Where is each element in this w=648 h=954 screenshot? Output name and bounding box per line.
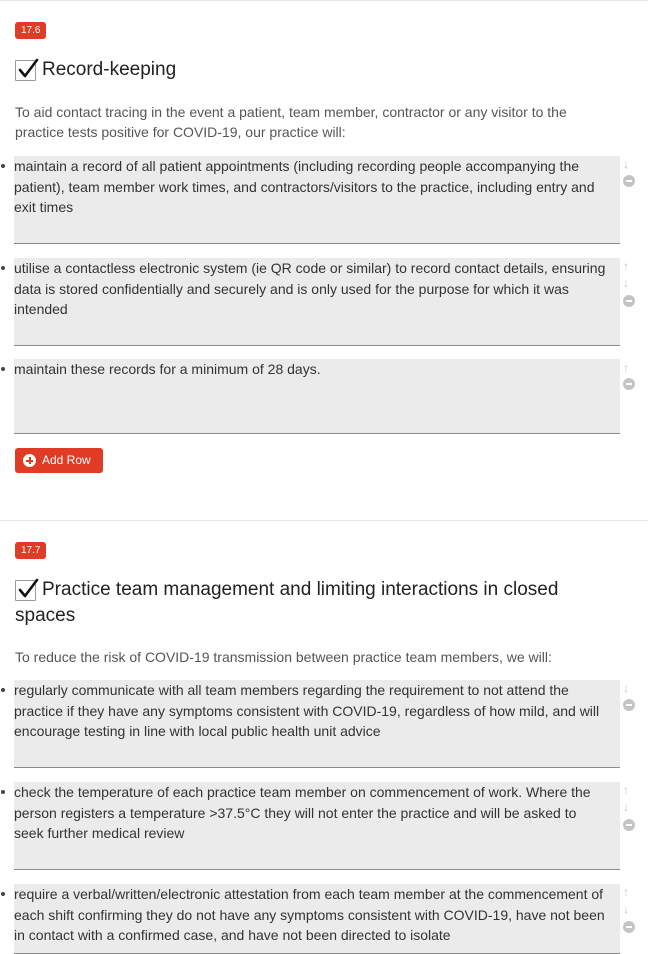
row-text[interactable]: utilise a contactless electronic system (ie QR code or similar) to record contact details, ensuring data is stored confidentially and securely and is only used for the purpose for which it was intended	[14, 260, 606, 317]
bullet	[1, 790, 5, 794]
section-checkbox[interactable]	[15, 60, 36, 81]
add-row-label: Add Row	[42, 453, 91, 467]
row-text[interactable]: regularly communicate with all team members regarding the requirement to not attend the practice if they have any symptoms consistent with COVID-19, regardless of how mild, and will encourage testing in line with local public health unit advice	[14, 682, 600, 739]
arrow-down-icon[interactable]: ↓	[623, 681, 629, 695]
arrow-down-icon[interactable]: ↓	[623, 800, 629, 814]
editable-row[interactable]	[14, 156, 620, 244]
section-title: Practice team management and limiting interactions in closed	[42, 579, 559, 600]
section-number-badge: 17.6	[15, 22, 46, 39]
minus-circle-icon[interactable]	[623, 295, 635, 307]
arrow-up-icon[interactable]: ↑	[623, 361, 629, 375]
bullet	[1, 367, 5, 371]
arrow-up-icon[interactable]: ↑	[623, 259, 629, 273]
row-text[interactable]: require a verbal/written/electronic attestation from each team member at the commencement of each shift confirming they do not have any symptoms consistent with COVID-19, have not been in contact with a confirmed case, and have not been directed to isolate	[14, 886, 605, 943]
minus-circle-icon[interactable]	[623, 699, 635, 711]
arrow-up-icon[interactable]: ↑	[623, 783, 629, 797]
section-intro: To reduce the risk of COVID-19 transmission between practice team members, we will:	[15, 649, 552, 665]
divider	[0, 520, 648, 521]
editable-row[interactable]	[14, 680, 620, 768]
editable-row[interactable]	[14, 359, 620, 434]
check-icon	[17, 578, 39, 600]
section-intro: To aid contact tracing in the event a patient, team member, contractor or any visitor to the practice tests positive for COVID-19, our practice will:	[15, 104, 567, 140]
bullet	[1, 892, 5, 896]
bullet	[1, 688, 5, 692]
check-icon	[17, 58, 39, 80]
bullet	[1, 164, 5, 168]
arrow-down-icon[interactable]: ↓	[623, 276, 629, 290]
plus-circle-icon	[23, 454, 36, 467]
row-text[interactable]: maintain a record of all patient appointments (including recording people accompanying the patient), team member work times, and contractors/visitors to the practice, including entry and exit times	[14, 158, 595, 215]
minus-circle-icon[interactable]	[623, 378, 635, 390]
arrow-down-icon[interactable]: ↓	[623, 902, 629, 916]
arrow-down-icon[interactable]: ↓	[623, 157, 629, 171]
editable-row[interactable]	[14, 258, 620, 346]
section-title-continued: spaces	[15, 605, 76, 626]
minus-circle-icon[interactable]	[623, 819, 635, 831]
editable-row[interactable]	[14, 782, 620, 870]
minus-circle-icon[interactable]	[623, 175, 635, 187]
section-title: Record-keeping	[42, 59, 177, 80]
section-checkbox[interactable]	[15, 580, 36, 601]
divider	[0, 0, 648, 1]
row-text[interactable]: maintain these records for a minimum of 28 days.	[14, 361, 321, 377]
section-number-badge: 17.7	[15, 542, 46, 559]
minus-circle-icon[interactable]	[623, 921, 635, 933]
arrow-up-icon[interactable]: ↑	[623, 885, 629, 899]
row-text[interactable]: check the temperature of each practice team member on commencement of work. Where the person registers a temperature >37.5°C they will not enter the practice and will be asked to seek further medical review	[14, 784, 591, 841]
add-row-button[interactable]	[15, 448, 103, 473]
bullet	[1, 266, 5, 270]
